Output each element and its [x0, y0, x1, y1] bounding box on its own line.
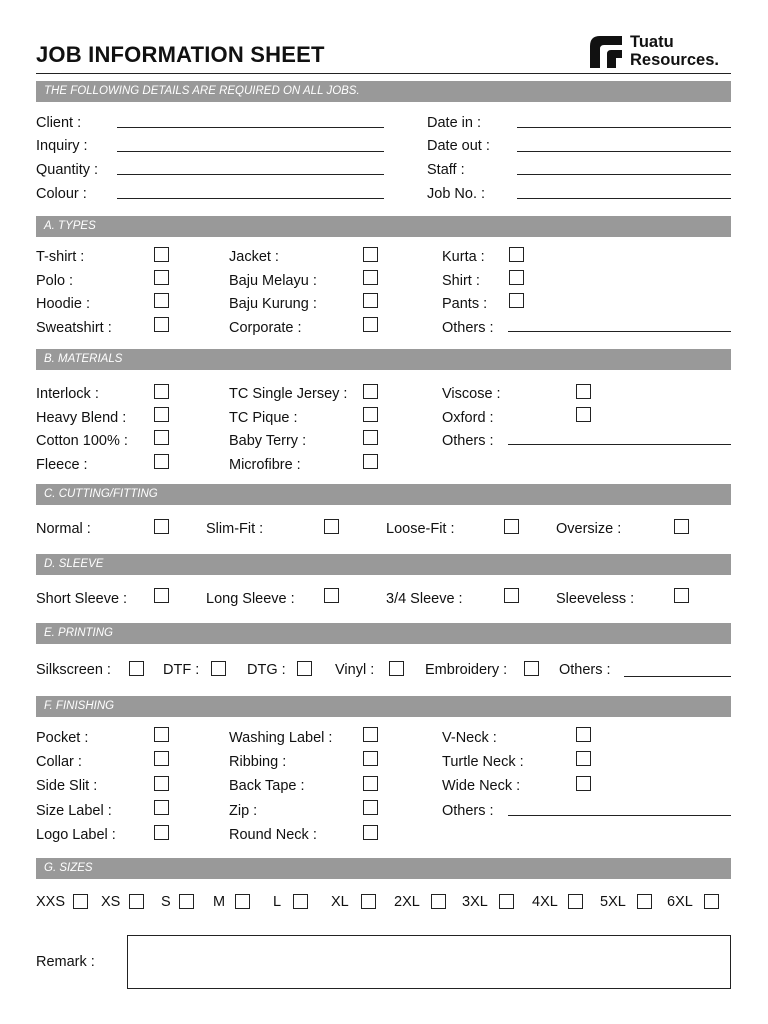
size-xs-checkbox[interactable]: [129, 894, 144, 909]
oversize-label: Oversize :: [556, 521, 622, 537]
size-3xl-checkbox[interactable]: [499, 894, 514, 909]
size-label-label: Size Label :: [36, 803, 112, 819]
silkscreen-label: Silkscreen :: [36, 662, 111, 678]
pocket-checkbox[interactable]: [154, 727, 169, 742]
materials-others-label: Others :: [442, 433, 494, 449]
cotton-label: Cotton 100% :: [36, 433, 128, 449]
shirt-label: Shirt :: [442, 273, 480, 289]
kurta-checkbox[interactable]: [509, 247, 524, 262]
size-xl-checkbox[interactable]: [361, 894, 376, 909]
tc-single-jersey-label: TC Single Jersey :: [229, 386, 348, 402]
back-tape-label: Back Tape :: [229, 778, 305, 794]
turtle-neck-label: Turtle Neck :: [442, 754, 524, 770]
corporate-label: Corporate :: [229, 320, 302, 336]
logo-label-label: Logo Label :: [36, 827, 116, 843]
section-header-cutting: C. CUTTING/FITTING: [36, 484, 731, 505]
company-logo: [590, 34, 740, 70]
jacket-checkbox[interactable]: [363, 247, 378, 262]
printing-others-field[interactable]: [624, 676, 731, 677]
section-header-sleeve: D. SLEEVE: [36, 554, 731, 575]
kurta-label: Kurta :: [442, 249, 485, 265]
size-m-label: M: [213, 894, 226, 910]
size-6xl-checkbox[interactable]: [704, 894, 719, 909]
short-sleeve-checkbox[interactable]: [154, 588, 169, 603]
side-slit-label: Side Slit :: [36, 778, 98, 794]
title-divider: [36, 73, 731, 74]
client-label: Client :: [36, 115, 82, 131]
oxford-label: Oxford :: [442, 410, 494, 426]
section-header-finishing: F. FINISHING: [36, 696, 731, 717]
turtle-neck-checkbox[interactable]: [576, 751, 591, 766]
sweatshirt-label: Sweatshirt :: [36, 320, 112, 336]
microfibre-checkbox[interactable]: [363, 454, 378, 469]
viscose-checkbox[interactable]: [576, 384, 591, 399]
remark-label: Remark :: [36, 954, 95, 970]
baju-melayu-checkbox[interactable]: [363, 270, 378, 285]
size-s-checkbox[interactable]: [179, 894, 194, 909]
polo-checkbox[interactable]: [154, 270, 169, 285]
fleece-label: Fleece :: [36, 457, 88, 473]
size-4xl-checkbox[interactable]: [568, 894, 583, 909]
quantity-label: Quantity :: [36, 162, 99, 178]
baby-terry-checkbox[interactable]: [363, 430, 378, 445]
baju-melayu-label: Baju Melayu :: [229, 273, 317, 289]
dtg-label: DTG :: [247, 662, 286, 678]
corporate-checkbox[interactable]: [363, 317, 378, 332]
shirt-checkbox[interactable]: [509, 270, 524, 285]
slim-fit-checkbox[interactable]: [324, 519, 339, 534]
size-2xl-label: 2XL: [394, 894, 420, 910]
size-s-label: S: [161, 894, 171, 910]
staff-label: Staff :: [427, 162, 465, 178]
quantity-field[interactable]: [117, 174, 384, 175]
short-sleeve-label: Short Sleeve :: [36, 591, 128, 607]
long-sleeve-label: Long Sleeve :: [206, 591, 295, 607]
size-6xl-label: 6XL: [667, 894, 693, 910]
jacket-label: Jacket :: [229, 249, 279, 265]
slim-fit-label: Slim-Fit :: [206, 521, 264, 537]
wide-neck-label: Wide Neck :: [442, 778, 521, 794]
loose-fit-label: Loose-Fit :: [386, 521, 455, 537]
oversize-checkbox[interactable]: [674, 519, 689, 534]
hoodie-label: Hoodie :: [36, 296, 91, 312]
round-neck-label: Round Neck :: [229, 827, 317, 843]
wide-neck-checkbox[interactable]: [576, 776, 591, 791]
heavy-blend-checkbox[interactable]: [154, 407, 169, 422]
client-field[interactable]: [117, 127, 384, 128]
section-header-general: THE FOLLOWING DETAILS ARE REQUIRED ON ALL JOBS.: [36, 81, 731, 102]
viscose-label: Viscose :: [442, 386, 501, 402]
baju-kurung-label: Baju Kurung :: [229, 296, 317, 312]
vinyl-label: Vinyl :: [335, 662, 375, 678]
interlock-label: Interlock :: [36, 386, 99, 402]
size-xxs-checkbox[interactable]: [73, 894, 88, 909]
size-l-checkbox[interactable]: [293, 894, 308, 909]
tc-pique-label: TC Pique :: [229, 410, 298, 426]
section-header-sizes: G. SIZES: [36, 858, 731, 879]
hoodie-checkbox[interactable]: [154, 293, 169, 308]
logo-label-checkbox[interactable]: [154, 825, 169, 840]
heavy-blend-label: Heavy Blend :: [36, 410, 127, 426]
ribbing-label: Ribbing :: [229, 754, 287, 770]
size-xs-label: XS: [101, 894, 121, 910]
size-m-checkbox[interactable]: [235, 894, 250, 909]
three-quarter-sleeve-checkbox[interactable]: [504, 588, 519, 603]
job-no-field[interactable]: [517, 198, 731, 199]
baju-kurung-checkbox[interactable]: [363, 293, 378, 308]
interlock-checkbox[interactable]: [154, 384, 169, 399]
size-label-checkbox[interactable]: [154, 800, 169, 815]
finishing-others-field[interactable]: [508, 815, 731, 816]
pants-label: Pants :: [442, 296, 488, 312]
sleeveless-label: Sleeveless :: [556, 591, 635, 607]
polo-label: Polo :: [36, 273, 74, 289]
side-slit-checkbox[interactable]: [154, 776, 169, 791]
types-others-field[interactable]: [508, 331, 731, 332]
remark-textarea[interactable]: [127, 935, 731, 989]
colour-label: Colour :: [36, 186, 87, 202]
baby-terry-label: Baby Terry :: [229, 433, 307, 449]
collar-checkbox[interactable]: [154, 751, 169, 766]
ribbing-checkbox[interactable]: [363, 751, 378, 766]
inquiry-field[interactable]: [117, 151, 384, 152]
vinyl-checkbox[interactable]: [389, 661, 404, 676]
section-header-materials: B. MATERIALS: [36, 349, 731, 370]
date-out-label: Date out :: [427, 138, 490, 154]
finishing-others-label: Others :: [442, 803, 494, 819]
normal-label: Normal :: [36, 521, 91, 537]
loose-fit-checkbox[interactable]: [504, 519, 519, 534]
date-in-label: Date in :: [427, 115, 481, 131]
microfibre-label: Microfibre :: [229, 457, 301, 473]
size-3xl-label: 3XL: [462, 894, 488, 910]
logo-text: Tuatu Resources.: [630, 33, 719, 69]
inquiry-label: Inquiry :: [36, 138, 88, 154]
section-header-types: A. TYPES: [36, 216, 731, 237]
size-2xl-checkbox[interactable]: [431, 894, 446, 909]
v-neck-label: V-Neck :: [442, 730, 497, 746]
logo-mark-icon: [590, 36, 622, 68]
size-5xl-label: 5XL: [600, 894, 626, 910]
sleeveless-checkbox[interactable]: [674, 588, 689, 603]
back-tape-checkbox[interactable]: [363, 776, 378, 791]
types-others-label: Others :: [442, 320, 494, 336]
collar-label: Collar :: [36, 754, 82, 770]
embroidery-checkbox[interactable]: [524, 661, 539, 676]
sweatshirt-checkbox[interactable]: [154, 317, 169, 332]
page-title: JOB INFORMATION SHEET: [36, 42, 325, 67]
zip-label: Zip :: [229, 803, 258, 819]
dtf-label: DTF :: [163, 662, 200, 678]
tc-pique-checkbox[interactable]: [363, 407, 378, 422]
tshirt-checkbox[interactable]: [154, 247, 169, 262]
size-5xl-checkbox[interactable]: [637, 894, 652, 909]
embroidery-label: Embroidery :: [425, 662, 508, 678]
colour-field[interactable]: [117, 198, 384, 199]
date-in-field[interactable]: [517, 127, 731, 128]
printing-others-label: Others :: [559, 662, 611, 678]
washing-label-label: Washing Label :: [229, 730, 333, 746]
v-neck-checkbox[interactable]: [576, 727, 591, 742]
materials-others-field[interactable]: [508, 444, 731, 445]
washing-label-checkbox[interactable]: [363, 727, 378, 742]
long-sleeve-checkbox[interactable]: [324, 588, 339, 603]
dtf-checkbox[interactable]: [211, 661, 226, 676]
silkscreen-checkbox[interactable]: [129, 661, 144, 676]
normal-checkbox[interactable]: [154, 519, 169, 534]
size-4xl-label: 4XL: [532, 894, 558, 910]
job-no-label: Job No. :: [427, 186, 486, 202]
cotton-checkbox[interactable]: [154, 430, 169, 445]
section-header-printing: E. PRINTING: [36, 623, 731, 644]
three-quarter-sleeve-label: 3/4 Sleeve :: [386, 591, 463, 607]
date-out-field[interactable]: [517, 151, 731, 152]
size-l-label: L: [273, 894, 282, 910]
zip-checkbox[interactable]: [363, 800, 378, 815]
staff-field[interactable]: [517, 174, 731, 175]
pocket-label: Pocket :: [36, 730, 89, 746]
fleece-checkbox[interactable]: [154, 454, 169, 469]
tshirt-label: T-shirt :: [36, 249, 85, 265]
dtg-checkbox[interactable]: [297, 661, 312, 676]
pants-checkbox[interactable]: [509, 293, 524, 308]
tc-single-jersey-checkbox[interactable]: [363, 384, 378, 399]
round-neck-checkbox[interactable]: [363, 825, 378, 840]
oxford-checkbox[interactable]: [576, 407, 591, 422]
size-xxs-label: XXS: [36, 894, 66, 910]
size-xl-label: XL: [331, 894, 349, 910]
